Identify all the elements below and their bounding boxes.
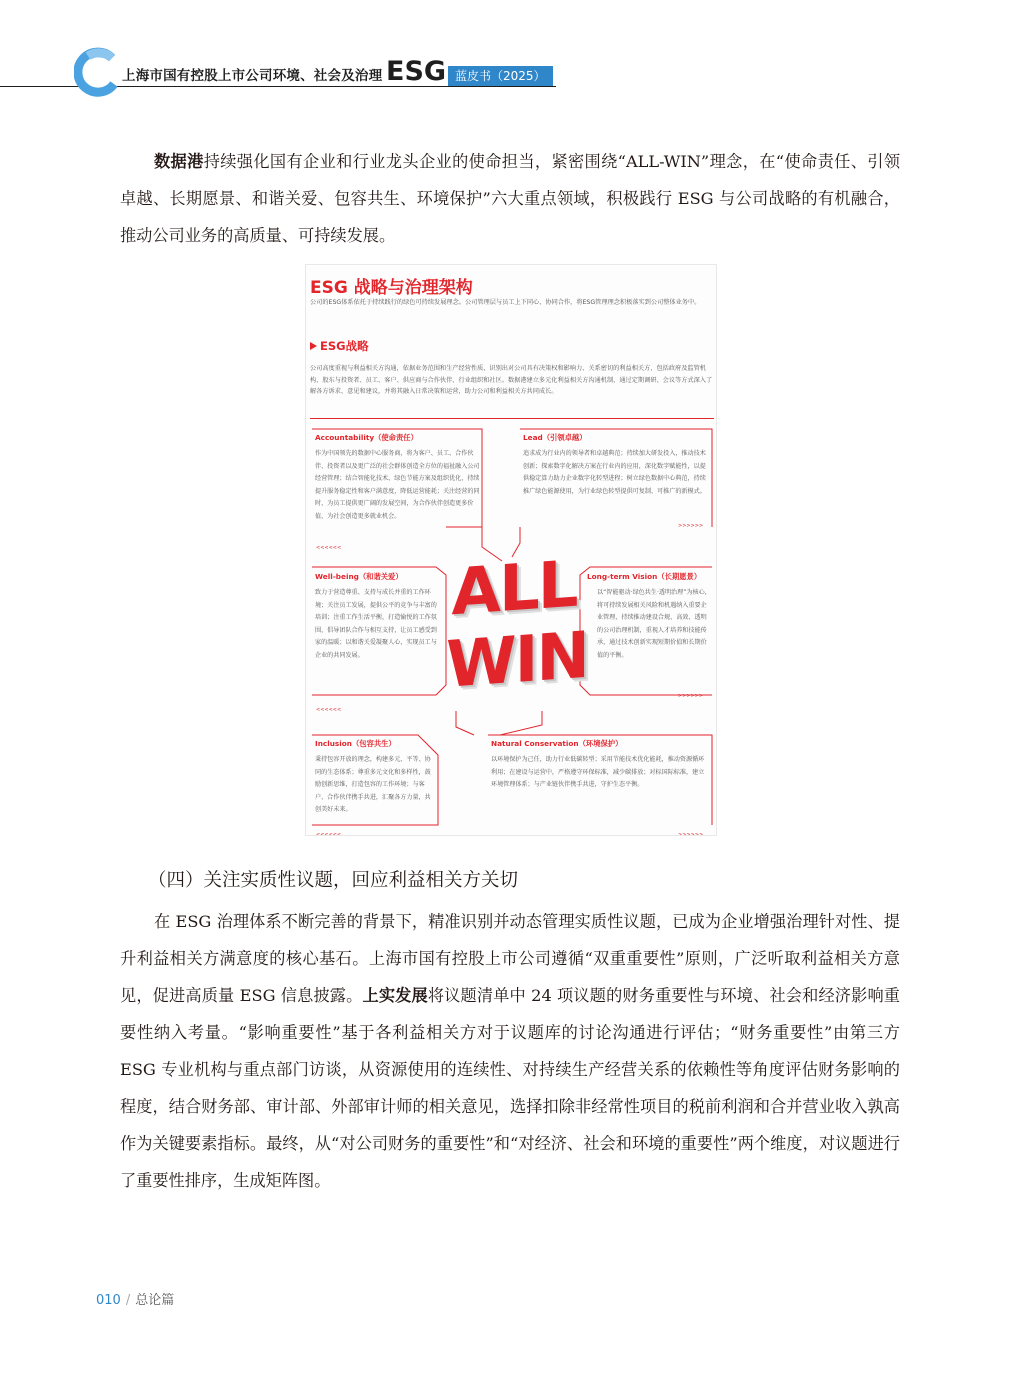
block-lead xyxy=(523,433,709,498)
block-natural-heading: Natural Conservation（环境保护） xyxy=(491,739,623,748)
block-longterm-text: 以“智能驱动·绿色共生·透明治理”为核心，将可持续发展相关风险和机遇纳入重要企业管理，持续推动建设合规、高效、透明的公司治理机制，重视人才培养和技能传承，通过技术创新实现短期价值和长期价值的平衡。 xyxy=(597,589,711,659)
figure-subtitle-text: ESG战略 xyxy=(320,339,369,353)
figure-title: ESG 战略与治理架构 xyxy=(310,278,473,298)
figure-subtitle xyxy=(310,338,369,354)
figure-divider xyxy=(310,418,714,419)
paragraph-intro-text: 持续强化国有企业和行业龙头企业的使命担当，紧密围绕“ALL-WIN”理念，在“使命责任、引领卓越、长期愿景、和谐关爱、包容共生、环境保护”六大重点领域，积极践行 ESG 与公司战略的有机融合，推动公司业务的高质量、可持续发展。 xyxy=(120,152,901,245)
block-lead-text: 追求成为行业内的领导者和卓越典范；持续加大研发投入，推动技术创新；探索数字化解决方案在行业内的应用，深化数字赋能性，以提供稳定算力助力企业数字化转型进程；树立绿色数据中心典范，持续推广绿色能源使用，为行业绿色转型提供可复制、可推广的新模式。 xyxy=(523,450,706,495)
company-name-lead-2: 上实发展 xyxy=(362,986,428,1005)
paragraph-intro xyxy=(120,143,900,254)
header-esg-mark: ESG xyxy=(386,56,447,87)
connector-lower-left xyxy=(456,711,474,735)
block-inclusion-text: 秉持包容开放的理念，构建多元、平等、协同的生态体系；尊重多元文化和多样性，鼓励创新思维，打造包容的工作环境；与客户、合作伙伴携手共进，汇聚各方力量，共创美好未来。 xyxy=(315,756,431,814)
header-badge: 蓝皮书（2025） xyxy=(448,66,553,86)
paragraph-materiality-text-a: 在 ESG 治理体系不断完善的背景下，精准识别并动态管理实质性议题，已成为企业增强治理针对性、提升利益相关方满意度的核心基石。上海市国有控股上市公司遵循“双重重要性”原则，广泛听取利益相关方意见，促进高质量 ESG 信息披露。 xyxy=(120,912,900,1005)
figure-description: 公司高度重视与利益相关方沟通，依据业务范围和生产经营性质，识别出对公司具有决策权和影响力、关系密切的利益相关方，包括政府及监管机构、股东与投资者、员工、客户、供应商与合作伙伴、行业组织和社区。数据港建立多元化利益相关方沟通机制，通过定期调研、会议等方式深入了解各方诉求、意见和建议，并将其融入日常决策和运营，助力公司和利益相关方共同成长。 xyxy=(310,365,713,395)
connector-lower-right xyxy=(500,711,542,735)
all-win-word-win: WIN xyxy=(446,618,588,703)
footer-separator: / xyxy=(125,1293,131,1308)
paragraph-materiality-text-b: 将议题清单中 24 项议题的财务重要性与环境、社会和经济影响重要性纳入考量。“影响重要性”基于各利益相关方对于议题库的讨论沟通进行评估；“财务重要性”由第三方 ESG 专业机构与重点部门访谈，从资源使用的连续性、对持续生产经营关系的依赖性等角度评估财务影响的程度，结合财务部、审计部、外部审计师的相关意见，选择扣除非经常性项目的税前利润和合并营业收入孰高作为关键要素指标。最终，从“对公司财务的重要性”和“对经济、社会和环境的重要性”两个维度，对议题进行了重要性排序，生成矩阵图。 xyxy=(120,986,900,1190)
company-name-lead: 数据港 xyxy=(154,152,204,171)
figure-intro: 公司的ESG体系依托于持续践行的绿色可持续发展理念。公司管理层与员工上下同心、协同合作，将ESG管理理念积极落实到公司整体业务中。 xyxy=(310,299,701,306)
block-wellbeing xyxy=(315,572,439,663)
block-inclusion-heading: Inclusion（包容共生） xyxy=(315,739,396,748)
header-rule-right xyxy=(116,86,556,87)
block-accountability-heading: Accountability（使命责任） xyxy=(315,433,418,442)
section-heading: （四）关注实质性议题，回应利益相关方关切 xyxy=(148,870,519,891)
block-inclusion xyxy=(315,739,435,817)
all-win-word-all: ALL xyxy=(451,547,577,631)
block-accountability xyxy=(315,433,485,524)
header-title: 上海市国有控股上市公司环境、社会及治理 xyxy=(122,68,383,84)
marker-inclusion: <<<<<< xyxy=(316,832,342,837)
header-rule-left xyxy=(0,86,82,87)
page-footer xyxy=(96,1289,174,1308)
block-natural xyxy=(491,739,706,792)
marker-longterm: >>>>>> xyxy=(678,693,704,699)
marker-lead: >>>>>> xyxy=(678,523,704,529)
block-lead-heading: Lead（引领卓越） xyxy=(523,433,587,442)
arrow-icon xyxy=(310,342,317,350)
paragraph-materiality xyxy=(120,903,900,1199)
block-accountability-text: 作为中国领先的数据中心服务商，将为客户、员工、合作伙伴、投资者以及更广泛的社会群体创造全方位的福祉融入公司经营管理；结合智能化技术、绿色节能方案及组织优化，持续提升服务稳定性和客户满意度，降低运营能耗；关注经营的同时，为员工提供更广阔的发展空间，为合作伙伴创造更多价值，为社会创造更多就业机会。 xyxy=(315,450,480,520)
footer-section-label: 总论篇 xyxy=(135,1293,175,1308)
page-number: 010 xyxy=(96,1293,121,1308)
block-natural-text: 以环境保护为己任，助力行业低碳转型；采用节能技术优化能耗，推动资源循环利用；在建设与运营中，严格遵守环保标准，减少碳排放；对标国际标准，建立环境管理体系；与产业链伙伴携手共进，守护生态平衡。 xyxy=(491,756,705,789)
block-longterm xyxy=(587,572,711,663)
block-wellbeing-heading: Well-being（和谐关爱） xyxy=(315,572,403,581)
marker-wellbeing: <<<<<< xyxy=(316,707,342,713)
block-wellbeing-text: 致力于营造尊重、支持与成长并重的工作环境；关注员工发展，提供公平的竞争与丰富的培训；注重工作生活平衡，打造愉悦的工作氛围，倡导团队合作与相互支持，让员工感受到家的温暖；以和谐关爱凝聚人心，实现员工与企业的共同发展。 xyxy=(315,589,437,659)
block-longterm-heading: Long-term Vision（长期愿景） xyxy=(587,572,702,581)
all-win-graphic xyxy=(446,547,588,711)
report-logo-icon xyxy=(74,46,122,98)
marker-accountability: <<<<<< xyxy=(316,545,342,551)
marker-natural: >>>>>> xyxy=(678,832,704,837)
esg-strategy-figure xyxy=(305,264,717,836)
